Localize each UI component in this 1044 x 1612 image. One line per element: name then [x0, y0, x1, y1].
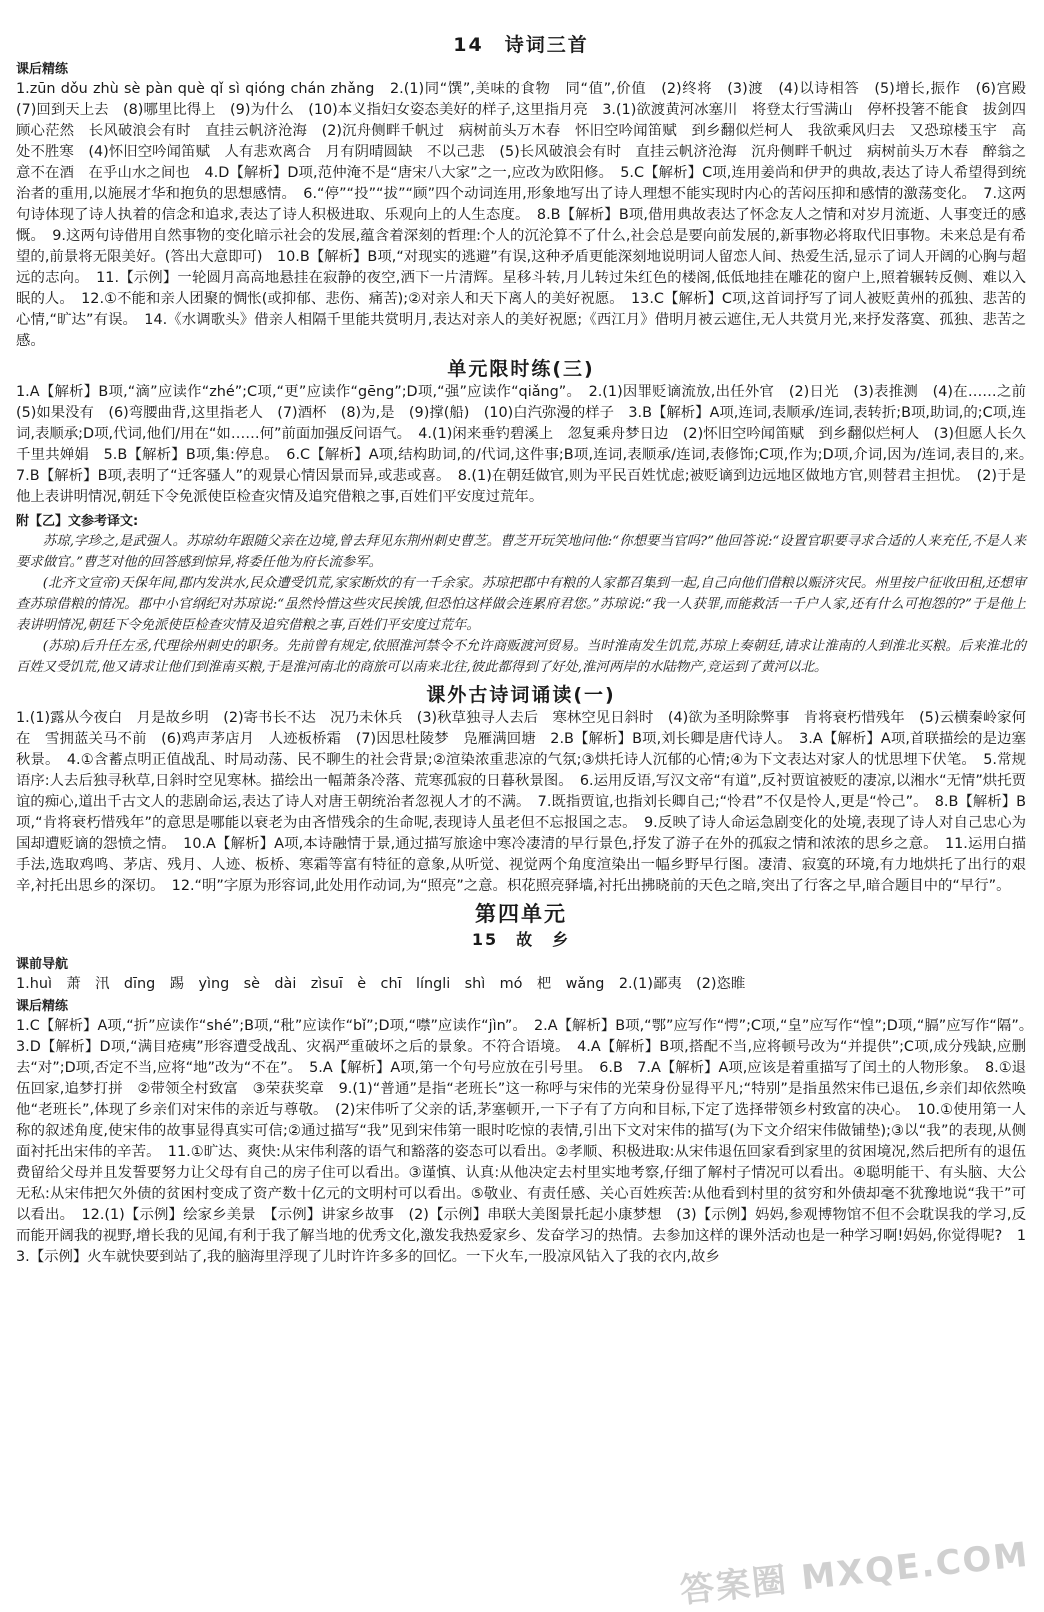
- poetry-reading-title: 课外古诗词诵读(一): [426, 684, 616, 706]
- poetry-reading-section: [16, 682, 1026, 897]
- unit-3-test-section: [16, 356, 1041, 508]
- after-class-label: 课后精练: [16, 62, 69, 77]
- unit-4-section: [16, 901, 1041, 1268]
- lesson-15-title: 15 故 乡: [471, 930, 571, 949]
- translation-paragraph: (苏琼)后升任左丞,代理徐州刺史的职务。先前曾有规定,依照淮河禁令不允许商贩渡河贸易。当时淮南发生饥荒,苏琼上奏朝廷,请求让淮南的人到淮北买粮。后来淮北的百姓又受饥荒,他又请求让他们到淮南买粮,于是淮河南北的商旅可以南来北往,彼此都得到了好处,淮河两岸的水陆物产,竞运到了黄河以北。: [16, 639, 1026, 675]
- unit-3-test-answers: 1.A【解析】B项,“滴”应读作“zhé”;C项,“更”应读作“gēng”;D项,“强”应读作“qiǎng”。 2.(1)因罪贬谪流放,出任外官 (2)日光 (3)表推测 (4)在……之前 (5)如果没有 (6)弯腰曲背,这里指老人 (7)酒杯 (8)为,是 (9)撑(船) (10)白汽弥漫的样子 3.B【解析】A项,连词,表顺承/连词,表转折;B项,助词,的;C项,连词,表顺承;D项,代词,他们/用在“如……何”前面加强反问语气。 4.(1)闲来垂钓碧溪上 忽复乘舟梦日边 (2)怀旧空吟闻笛赋 到乡翻似烂柯人 (3)但愿人长久 千里共婵娟 5.B【解析】B项,集:停息。 6.C【解析】A项,结构助词,的/代词,这件事;B项,连词,表顺承/连词,表修饰;C项,作为;D项,介词,因为/连词,表目的,来。 7.B【解析】B项,表明了“迁客骚人”的观景心情因景而异,或悲或喜。 8.(1)在朝廷做官,则为平民百姓忧虑;被贬谪到边远地区做地方官,则替君主担忧。 (2)于是他上表讲明情况,朝廷下令免派使臣检查灾情及追究借粮之事,百姓们平安度过荒年。: [16, 384, 1041, 505]
- translation-section: [16, 512, 1026, 678]
- unit-3-test-title: 单元限时练(三): [447, 358, 595, 380]
- lesson-14-title: 14 诗词三首: [453, 34, 589, 56]
- pre-class-label: 课前导航: [16, 957, 69, 972]
- translation-paragraph: (北齐文宣帝)天保年间,郡内发洪水,民众遭受饥荒,家家断炊的有一千余家。苏琼把郡中有粮的人家都召集到一起,自己向他们借粮以赈济灾民。州里按户征收田租,还想审查苏琼借粮的情况。郡中小官纲纪对苏琼说:“虽然怜惜这些灾民挨饿,但恐怕这样做会连累府君您。”苏琼说:“我一人获罪,而能救活一千户人家,还有什么可抱怨的?”于是他上表讲明情况,朝廷下令免派使臣检查灾情及追究借粮之事,百姓们平安度过荒年。: [16, 576, 1026, 633]
- lesson-14-section: [16, 32, 1041, 352]
- unit-4-title: 第四单元: [475, 902, 567, 926]
- after-class-label: 课后精练: [16, 999, 69, 1014]
- lesson-15-answers: 1.C【解析】A项,“折”应读作“shé”;B项,“秕”应读作“bǐ”;D项,“噤”应读作“jìn”。 2.A【解析】B项,“鄂”应写作“愕”;C项,“皇”应写作“惶”;D项,“膈”应写作“隔”。 3.D【解析】D项,“满目疮痍”形容遭受战乱、灾祸严重破坏之后的景象。不符合语境。 4.A【解析】B项,搭配不当,应将顿号改为“并提供”;C项,成分残缺,应删去“对”;D项,否定不当,应将“地”改为“不在”。 5.A【解析】A项,第一个句号应放在引号里。 6.B 7.A【解析】A项,应该是着重描写了闰土的人物形象。 8.①退伍回家,追梦打拼 ②带领全村致富 ③荣获奖章 9.(1)“普通”是指“老班长”这一称呼与宋伟的光荣身份显得平凡;“特别”是指虽然宋伟已退伍,乡亲们却依然唤他“老班长”,体现了乡亲们对宋伟的亲近与尊敬。 (2)宋伟听了父亲的话,茅塞顿开,一下子有了方向和目标,下定了选择带领乡村致富的决心。 10.①使用第一人称的叙述角度,使宋伟的故事显得真实可信;②通过描写“我”见到宋伟第一眼时吃惊的表情,引出下文对宋伟的描写(为下文介绍宋伟做铺垫);③以“我”的表现,从侧面衬托出宋伟的辛苦。 11.①旷达、爽快:从宋伟利落的语气和豁落的姿态可以看出。②孝顺、积极进取:从宋伟退伍回家看到家里的贫困境况,然后把所有的退伍费留给父母并且发誓要努力让父母有自己的房子住可以看出。③谨慎、认真:从他决定去村里实地考察,仔细了解村子情况可以看出。④聪明能干、有头脑、大公无私:从宋伟把欠外债的贫困村变成了资产数十亿元的文明村可以看出。⑤敬业、有责任感、关心百姓疾苦:从他看到村里的贫穷和外债却毫不犹豫地说“我干”可以看出。 12.(1)【示例】绘家乡美景 【示例】讲家乡故事 (2)【示例】串联大美图景托起小康梦想 (3)【示例】妈妈,参观博物馆不但不会耽误我的学习,反而能开阔我的视野,增长我的见闻,有利于我了解当地的优秀文化,激发我热爱家乡、发奋学习的热情。去参加这样的课外活动也是一种学习啊!妈妈,你觉得呢? 13.【示例】火车就快要到站了,我的脑海里浮现了儿时许许多多的回忆。一下火车,一股凉风钻入了我的衣内,故乡: [16, 1018, 1041, 1265]
- translation-paragraph: 苏琼,字珍之,是武强人。苏琼幼年跟随父亲在边境,曾去拜见东荆州刺史曹芝。曹芝开玩笑地问他:“你想要当官吗?”他回答说:“设置官职要寻求合适的人来充任,不是人来要求做官。”曹芝对他的回答感到惊异,将委任他为府长流参军。: [16, 534, 1026, 570]
- poetry-reading-answers: 1.(1)露从今夜白 月是故乡明 (2)寄书长不达 况乃未休兵 (3)秋草独寻人去后 寒林空见日斜时 (4)欲为圣明除弊事 肯将衰朽惜残年 (5)云横秦岭家何在 雪拥蓝关马不前 (6)鸡声茅店月 人迹板桥霜 (7)因思杜陵梦 凫雁满回塘 2.B【解析】B项,刘长卿是唐代诗人。 3.A【解析】A项,首联描绘的是边塞秋景。 4.①含蓄点明正值战乱、时局动荡、民不聊生的社会背景;②渲染浓重悲凉的气氛;③烘托诗人沉郁的心情;④为下文表达对家人的忧思埋下伏笔。 5.常规语序:人去后独寻秋草,日斜时空见寒林。描绘出一幅萧条冷落、荒寒孤寂的日暮秋景图。 6.运用反语,写汉文帝“有道”,反衬贾谊被贬的凄凉,以湘水“无情”烘托贾谊的痴心,道出千古文人的悲剧命运,表达了诗人对唐王朝统治者忽视人才的不满。 7.既指贾谊,也指刘长卿自己;“怜君”不仅是怜人,更是“怜己”。 8.B【解析】B项,“肯将衰朽惜残年”的意思是哪能以衰老为由吝惜残余的生命呢,表现诗人虽老但不忘报国之志。 9.反映了诗人命运急剧变化的处境,表现了诗人对自己忠心为国却遭贬谪的怨愤之情。 10.A【解析】A项,本诗融情于景,通过描写旅途中寒冷凄清的早行景色,抒发了游子在外的孤寂之情和浓浓的思乡之意。 11.运用白描手法,选取鸡鸣、茅店、残月、人迹、板桥、寒霜等富有特征的意象,从听觉、视觉两个角度渲染出一幅乡野早行图。凄清、寂寞的环境,有力地烘托了出行的艰辛,衬托出思乡的深切。 12.“明”字原为形容词,此处用作动词,为“照亮”之意。枳花照亮驿墙,衬托出拂晓前的天色之暗,突出了行客之早,暗合题目中的“早行”。: [16, 710, 1026, 894]
- pre-class-answers: 1.huì 萧 汛 dīng 踢 yìng sè dài zìsuī è chī língli shì mó 杷 wǎng 2.(1)鄙夷 (2)恣睢: [16, 976, 746, 992]
- translation-label: 附【乙】文参考译文:: [16, 514, 139, 529]
- answer-page: [16, 28, 1041, 1268]
- lesson-14-answers: 1.zūn dǒu zhù sè pàn què qǐ sì qióng chán zhǎng 2.(1)同“馔”,美味的食物 同“值”,价值 (2)终将 (3)渡 (4)以诗相答 (5)增长,振作 (6)宫殿 (7)回到天上去 (8)哪里比得上 (9)为什么 (10)本义指妇女姿态美好的样子,这里指月亮 3.(1)欲渡黄河冰塞川 将登太行雪满山 停杯投箸不能食 拔剑四顾心茫然 长风破浪会有时 直挂云帆济沧海 (2)沉舟侧畔千帆过 病树前头万木春 怀旧空吟闻笛赋 到乡翻似烂柯人 我欲乘风归去 又恐琼楼玉宇 高处不胜寒 (4)怀旧空吟闻笛赋 人有悲欢离合 月有阴晴圆缺 不以己悲 (5)长风破浪会有时 直挂云帆济沧海 沉舟侧畔千帆过 病树前头万木春 醉翁之意不在酒 在乎山水之间也 4.D【解析】D项,范仲淹不是“唐宋八大家”之一,应改为欧阳修。 5.C【解析】C项,连用姜尚和伊尹的典故,表达了诗人希望得到统治者的重用,以施展才华和抱负的思想感情。 6.“停”“投”“拔”“顾”四个动词连用,形象地写出了诗人理想不能实现时内心的苦闷压抑和感情的激荡变化。 7.这两句诗体现了诗人执着的信念和追求,表达了诗人积极进取、乐观向上的人生态度。 8.B【解析】B项,借用典故表达了怀念友人之情和对岁月流逝、人事变迁的感慨。 9.这两句诗借用自然事物的变化暗示社会的发展,蕴含着深刻的哲理:个人的沉沦算不了什么,社会总是要向前发展的,新事物必将取代旧事物。未来总是有希望的,前景将无限美好。(答出大意即可) 10.B【解析】B项,“对现实的逃避”有误,这种矛盾更能深刻地说明词人留恋人间、热爱生活,显示了词人开阔的心胸与超远的志向。 11.【示例】一轮圆月高高地悬挂在寂静的夜空,洒下一片清辉。星移斗转,月儿转过朱红色的楼阁,低低地挂在雕花的窗户上,照着辗转反侧、难以入眠的人。 12.①不能和亲人团聚的惆怅(或抑郁、悲伤、痛苦);②对亲人和天下离人的美好祝愿。 13.C【解析】C项,这首词抒写了词人被贬黄州的孤独、悲苦的心情,“旷达”有误。 14.《水调歌头》借亲人相隔千里能共赏明月,表达对亲人的美好祝愿;《西江月》借明月被云遮住,无人共赏月光,来抒发落寞、孤独、悲苦之感。: [16, 81, 1041, 349]
- watermark-logo: 答案圈 MXQE.COM: [678, 1534, 1032, 1612]
